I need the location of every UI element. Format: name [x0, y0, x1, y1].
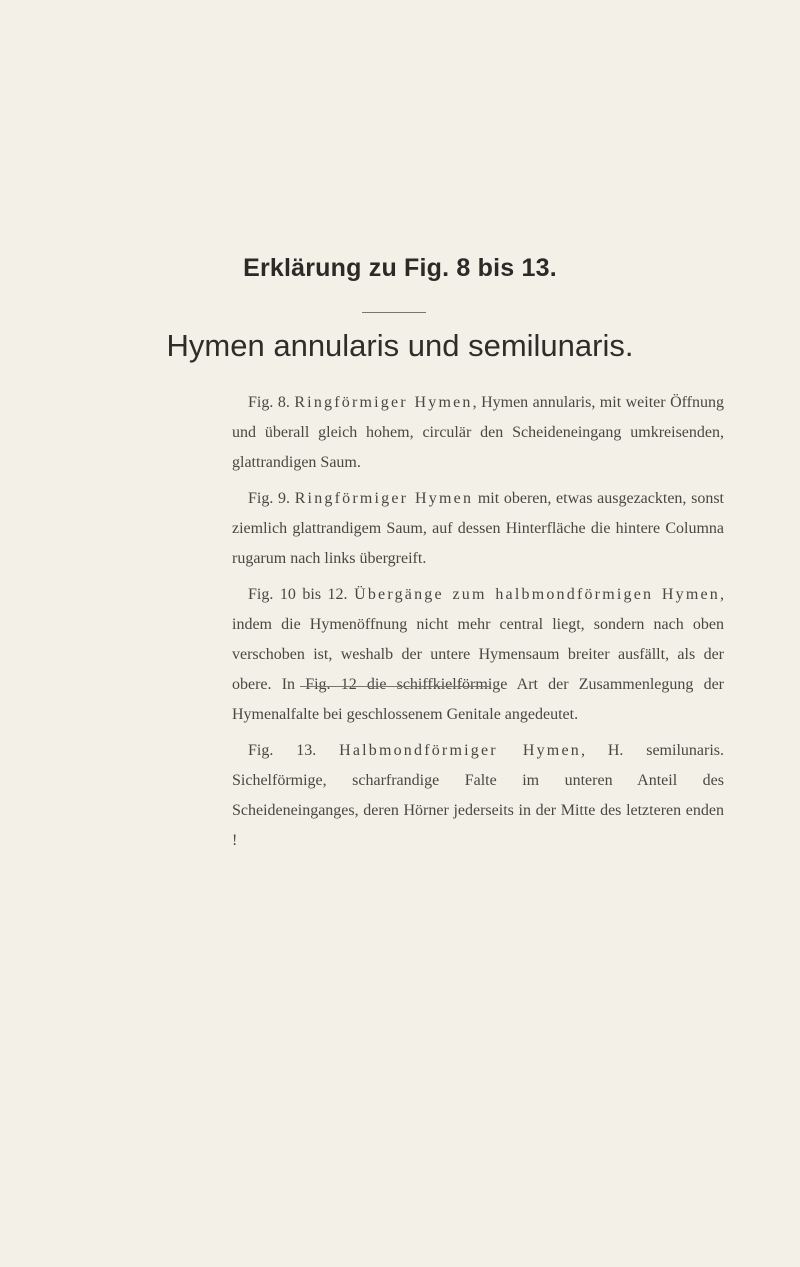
figure-reference: Fig. 9. [248, 490, 291, 507]
paragraph-text: , Hymen annularis, mit weiter Öffnung und überall gleich hohem, circulär den Scheideneingang umkreisenden, glattrandigen Saum. [232, 394, 724, 471]
section-subtitle: Hymen annularis und semilunaris. [166, 328, 634, 363]
figure-reference: Fig. 8. [248, 394, 290, 411]
title-divider [362, 312, 426, 313]
spaced-term: Übergänge zum halbmondförmigen Hymen [354, 586, 721, 603]
page-title: Erklärung zu Fig. 8 bis 13. [243, 254, 557, 282]
spaced-term: Ringförmiger Hymen [294, 394, 473, 411]
paragraph-fig-9 [232, 484, 724, 574]
paragraph-fig-13 [232, 736, 724, 856]
paragraph-text: , H. semilunaris. Sichelförmige, scharfrandige Falte im unteren Anteil des Scheideneinganges, deren Hörner jederseits in der Mitte des letzteren enden ! [232, 742, 724, 849]
closing-divider [300, 686, 490, 687]
figure-reference: Fig. 13. [248, 742, 317, 759]
figure-reference: Fig. 10 bis 12. [248, 586, 348, 603]
paragraph-text: mit oberen, etwas ausgezackten, sonst ziemlich glattrandigem Saum, auf dessen Hinterfläche die hintere Columna rugarum nach links übergreift. [232, 490, 724, 567]
paragraph-fig-8 [232, 388, 724, 478]
figure-explanations [232, 388, 724, 862]
paragraph-fig-10-12 [232, 580, 724, 730]
paragraph-text: , indem die Hymenöffnung nicht mehr central liegt, sondern nach oben verschoben ist, weshalb der untere Hymensaum breiter ausfällt, als der obere. In Fig. 12 die schiffkielförmige Art der Zusammenlegung der Hymenalfalte bei geschlossenem Genitale angedeutet. [232, 586, 725, 723]
spaced-term: Ringförmiger Hymen [294, 490, 474, 507]
spaced-term: Halbmondförmiger Hymen [339, 742, 581, 759]
